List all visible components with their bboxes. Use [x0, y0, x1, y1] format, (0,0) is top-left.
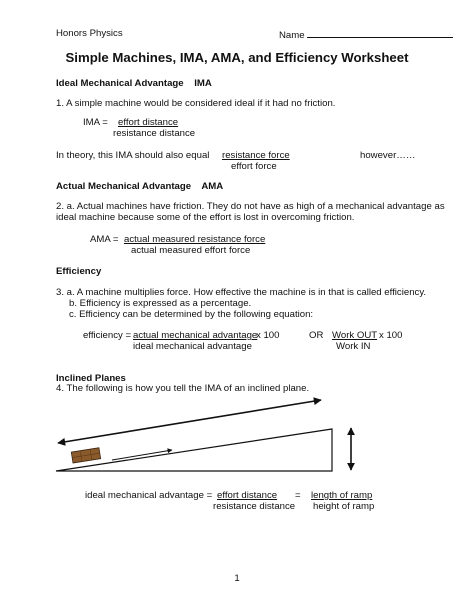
ima-denominator: resistance distance: [113, 128, 196, 139]
ramp-height-label: height of ramp: [313, 501, 375, 512]
crate-icon: [71, 448, 100, 463]
incline-equals: =: [295, 490, 301, 501]
ima-equation-lhs: IMA =: [83, 117, 108, 128]
incline-equation-lhs: ideal mechanical advantage =: [85, 490, 213, 501]
question-4: 4. The following is how you tell the IMA of an inclined plane.: [56, 383, 310, 394]
ama-equation-lhs: AMA =: [90, 234, 119, 245]
efficiency-heading: Efficiency: [56, 266, 102, 277]
or-label: OR: [309, 330, 324, 341]
efficiency-times-100: x 100: [256, 330, 280, 341]
theory-denominator: effort force: [231, 161, 277, 172]
ima-numerator: effort distance: [118, 117, 179, 128]
ima-heading: Ideal Mechanical Advantage IMA: [56, 78, 212, 89]
ama-numerator: actual measured resistance force: [124, 234, 266, 245]
question-2-line-1: 2. a. Actual machines have friction. They do not have as high of a mechanical advantage as: [56, 201, 445, 212]
question-3c: c. Efficiency can be determined by the following equation:: [69, 309, 314, 320]
theory-text: In theory, this IMA should also equal: [56, 150, 210, 161]
incline-effort-distance: effort distance: [217, 490, 278, 501]
efficiency-denominator: ideal mechanical advantage: [133, 341, 252, 352]
efficiency-equation-lhs: efficiency =: [83, 330, 132, 341]
work-in-denominator: Work IN: [336, 341, 371, 352]
page-number: 1: [234, 573, 240, 584]
ama-heading: Actual Mechanical Advantage AMA: [56, 181, 224, 192]
ramp-length-label: length of ramp: [311, 490, 373, 501]
question-3a: 3. a. A machine multiplies force. How effective the machine is in that is called efficiency.: [56, 287, 427, 298]
inclined-planes-heading: Inclined Planes: [56, 373, 126, 384]
question-1: 1. A simple machine would be considered ideal if it had no friction.: [56, 98, 336, 109]
work-out-numerator: Work OUT: [332, 330, 378, 341]
incline-resistance-distance: resistance distance: [213, 501, 296, 512]
name-label: Name: [279, 30, 305, 41]
page-title: Simple Machines, IMA, AMA, and Efficiency Worksheet: [65, 50, 409, 65]
work-times-100: x 100: [379, 330, 403, 341]
question-2-line-2: ideal machine because some of the effort is lost in overcoming friction.: [56, 212, 355, 223]
question-3b: b. Efficiency is expressed as a percentage.: [69, 298, 252, 309]
ama-denominator: actual measured effort force: [131, 245, 251, 256]
efficiency-numerator: actual mechanical advantage: [133, 330, 258, 341]
however-text: however……: [360, 150, 416, 161]
course-label: Honors Physics: [56, 28, 123, 39]
theory-numerator: resistance force: [222, 150, 290, 161]
